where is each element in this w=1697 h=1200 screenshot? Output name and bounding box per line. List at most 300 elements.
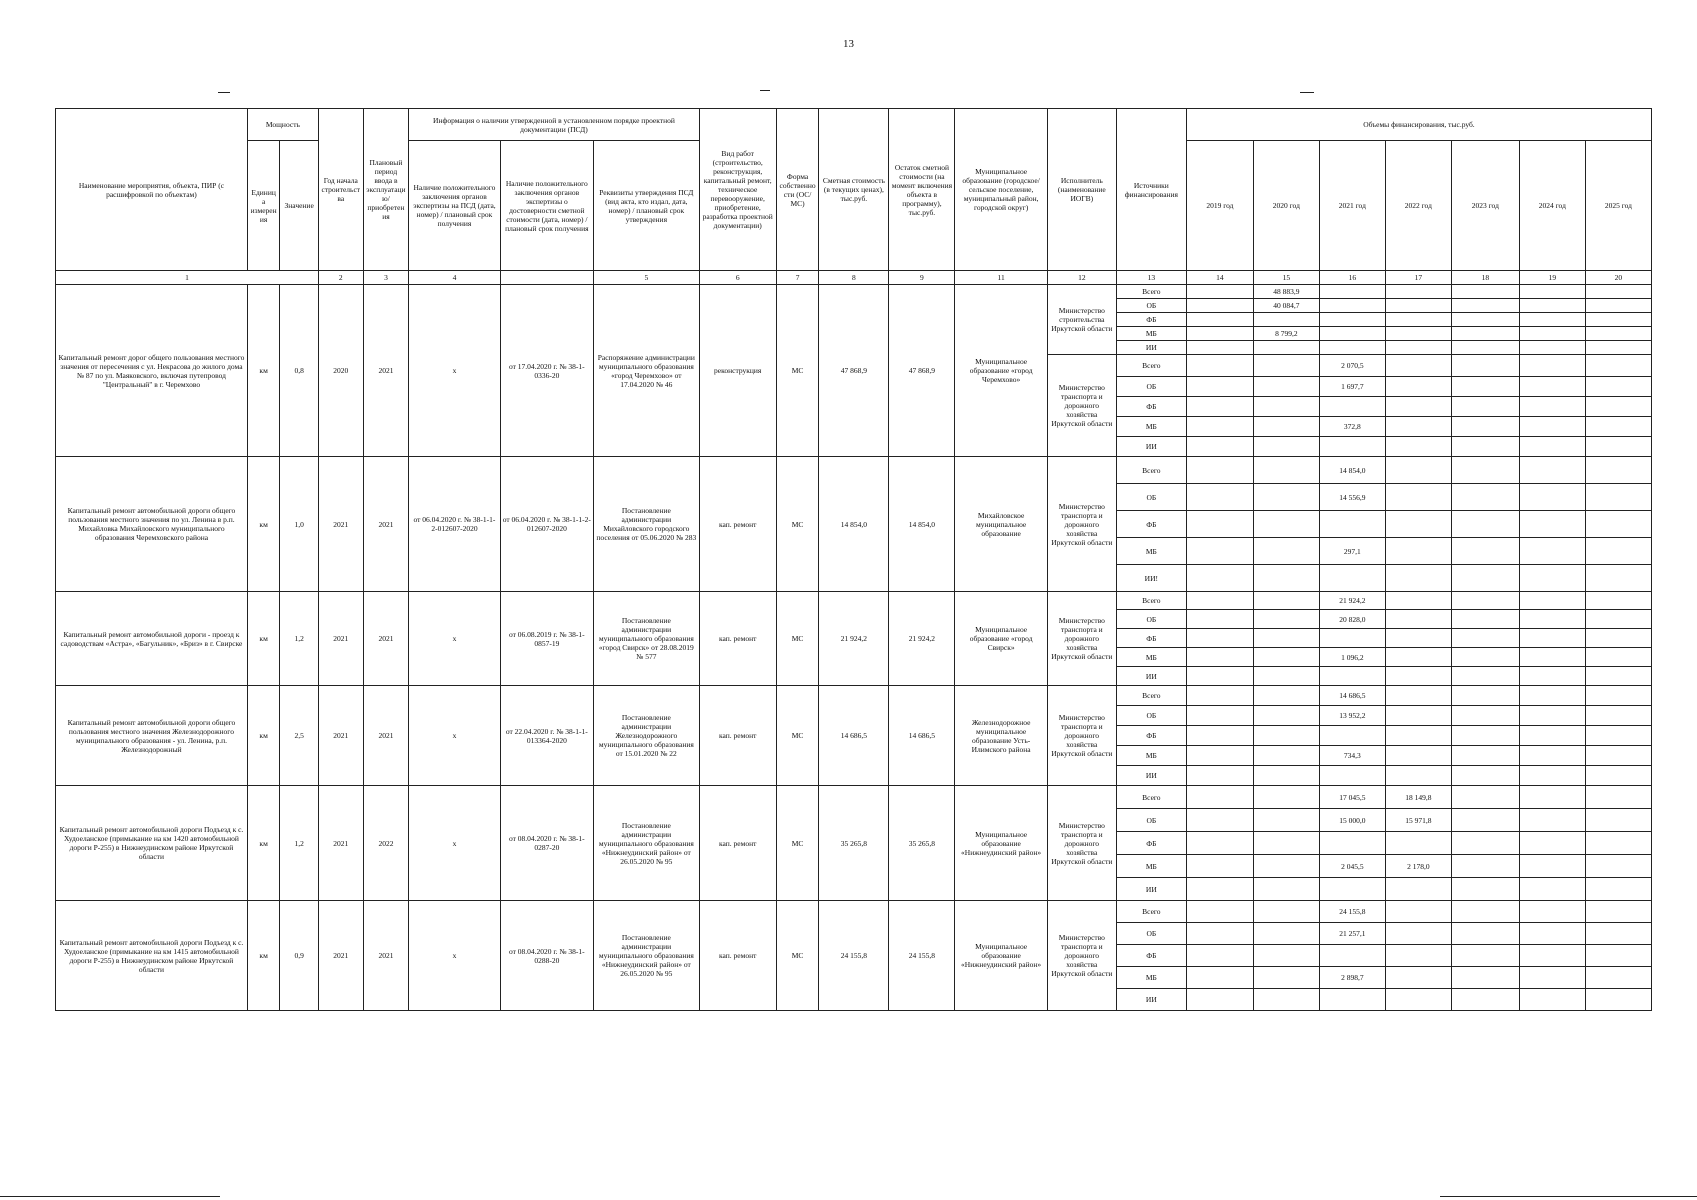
funding-value-cell <box>1253 629 1319 648</box>
executor-cell: Министерство транспорта и дорожного хозяйства Иркутской области <box>1047 686 1116 786</box>
funding-value-cell <box>1519 878 1585 901</box>
work-type-cell: кап. ремонт <box>699 457 776 592</box>
funding-source-cell: ИИ <box>1116 878 1186 901</box>
header-remaining-cost: Остаток сметной стоимости (на момент включения объекта в программу), тыс.руб. <box>889 109 955 271</box>
funding-value-cell <box>1585 538 1651 565</box>
funding-source-cell: ФБ <box>1116 313 1186 327</box>
funding-value-cell <box>1253 313 1319 327</box>
funding-value-cell <box>1451 377 1519 397</box>
funding-value-cell <box>1253 648 1319 667</box>
funding-value-cell <box>1253 686 1319 706</box>
column-number: 7 <box>776 271 819 285</box>
funding-value-cell <box>1519 786 1585 809</box>
funding-value-cell <box>1186 686 1253 706</box>
funding-value-cell <box>1319 565 1385 592</box>
funding-source-cell: ОБ <box>1116 610 1186 629</box>
funding-value-cell <box>1186 327 1253 341</box>
funding-value-cell <box>1319 878 1385 901</box>
funding-value-cell: 17 045,5 <box>1319 786 1385 809</box>
funding-value-cell <box>1519 667 1585 686</box>
object-row <box>56 686 1652 706</box>
funding-value-cell <box>1319 511 1385 538</box>
executor-cell: Министерство транспорта и дорожного хозяйства Иркутской области <box>1047 901 1116 1011</box>
work-type-cell: кап. ремонт <box>699 786 776 901</box>
expertise-cost-cell: от 08.04.2020 г. № 38-1-0287-20 <box>500 786 593 901</box>
column-number-row <box>56 271 1652 285</box>
funding-value-cell <box>1385 832 1451 855</box>
funding-value-cell <box>1186 832 1253 855</box>
funding-source-cell: ОБ <box>1116 377 1186 397</box>
funding-value-cell <box>1585 377 1651 397</box>
header-funding-volume: Объемы финансирования, тыс.руб. <box>1186 109 1651 141</box>
funding-value-cell <box>1385 945 1451 967</box>
object-name: Капитальный ремонт автомобильной дороги общего пользования местного значения по ул. Ленина в р.п. Михайловка Михайловского муниципального образования Черемховского района <box>56 457 248 592</box>
funding-value-cell <box>1519 299 1585 313</box>
work-type-cell: кап. ремонт <box>699 901 776 1011</box>
funding-source-cell: Всего <box>1116 457 1186 484</box>
funding-value-cell <box>1451 397 1519 417</box>
funding-value-cell <box>1519 726 1585 746</box>
funding-value-cell <box>1585 341 1651 355</box>
object-name: Капитальный ремонт автомобильной дороги Подъезд к с. Худоеланское (примыкание на км 1420 автомобильной дороги Р-255) в Нижнеудинском районе Иркутской области <box>56 786 248 901</box>
funding-source-cell: ОБ <box>1116 299 1186 313</box>
funding-value-cell: 1 697,7 <box>1319 377 1385 397</box>
funding-source-cell: МБ <box>1116 327 1186 341</box>
funding-value-cell <box>1186 484 1253 511</box>
object-name: Капитальный ремонт автомобильной дороги Подъезд к с. Худоеланское (примыкание на км 1415 автомобильной дороги Р-255) в Нижнеудинском районе Иркутской области <box>56 901 248 1011</box>
unit-cell: км <box>247 285 279 457</box>
funding-value-cell: 15 000,0 <box>1319 809 1385 832</box>
funding-value-cell <box>1519 313 1585 327</box>
value-cell: 0,9 <box>280 901 319 1011</box>
funding-value-cell <box>1451 945 1519 967</box>
funding-value-cell <box>1519 484 1585 511</box>
funding-value-cell <box>1253 417 1319 437</box>
funding-value-cell <box>1253 746 1319 766</box>
funding-value-cell <box>1253 397 1319 417</box>
estimated-cost-cell: 35 265,8 <box>819 786 889 901</box>
scan-mark <box>760 90 770 91</box>
funding-value-cell <box>1585 667 1651 686</box>
header-name: Наименование мероприятия, объекта, ПИР (с расшифровкой по объектам) <box>56 109 248 271</box>
header-funding-sources: Источники финансирования <box>1116 109 1186 271</box>
planned-period-cell: 2021 <box>363 686 409 786</box>
funding-value-cell: 40 084,7 <box>1253 299 1319 313</box>
funding-value-cell <box>1186 377 1253 397</box>
expertise-cost-cell: от 06.08.2019 г. № 38-1-0857-19 <box>500 592 593 686</box>
funding-value-cell <box>1385 327 1451 341</box>
planned-period-cell: 2021 <box>363 901 409 1011</box>
funding-value-cell <box>1253 592 1319 610</box>
executor-cell: Министерство транспорта и дорожного хозяйства Иркутской области <box>1047 355 1116 457</box>
object-row <box>56 457 1652 484</box>
executor-cell: Министерство транспорта и дорожного хозяйства Иркутской области <box>1047 786 1116 901</box>
funding-source-cell: ФБ <box>1116 629 1186 648</box>
funding-value-cell <box>1585 484 1651 511</box>
column-number: 16 <box>1319 271 1385 285</box>
funding-value-cell <box>1186 538 1253 565</box>
funding-value-cell <box>1186 923 1253 945</box>
executor-cell: Министерство транспорта и дорожного хозяйства Иркутской области <box>1047 592 1116 686</box>
funding-value-cell <box>1451 855 1519 878</box>
funding-value-cell <box>1186 855 1253 878</box>
ownership-cell: МС <box>776 592 819 686</box>
funding-value-cell <box>1451 686 1519 706</box>
scan-mark <box>0 1196 220 1197</box>
funding-value-cell <box>1451 967 1519 989</box>
start-year-cell: 2021 <box>318 686 363 786</box>
scan-mark <box>1440 1196 1697 1197</box>
funding-value-cell <box>1451 901 1519 923</box>
header-year: 2020 год <box>1253 141 1319 271</box>
funding-value-cell <box>1319 341 1385 355</box>
funding-source-cell: МБ <box>1116 648 1186 667</box>
funding-value-cell <box>1585 437 1651 457</box>
funding-value-cell <box>1585 511 1651 538</box>
funding-value-cell <box>1519 967 1585 989</box>
column-number: 15 <box>1253 271 1319 285</box>
funding-value-cell <box>1385 667 1451 686</box>
table-header <box>56 109 1652 285</box>
header-work-type: Вид работ (строительство, реконструкция, капитальный ремонт, техническое перевооружение, приобретение, разработка проектной документации) <box>699 109 776 271</box>
header-psd-info: Информация о наличии утвержденной в установленном порядке проектной документации (ПСД) <box>409 109 699 141</box>
executor-cell: Министерство строительства Иркутской области <box>1047 285 1116 355</box>
ownership-cell: МС <box>776 457 819 592</box>
funding-value-cell: 24 155,8 <box>1319 901 1385 923</box>
funding-source-cell: Всего <box>1116 355 1186 377</box>
funding-value-cell <box>1385 901 1451 923</box>
funding-value-cell <box>1585 327 1651 341</box>
funding-value-cell <box>1253 809 1319 832</box>
object-name: Капитальный ремонт дорог общего пользования местного значения от пересечения с ул. Некрасова до жилого дома № 87 по ул. Маяковского, включая путепровод "Центральный" в г. Черемхово <box>56 285 248 457</box>
column-number: 1 <box>56 271 319 285</box>
funding-value-cell <box>1319 397 1385 417</box>
funding-source-cell: Всего <box>1116 285 1186 299</box>
funding-source-cell: ИИ <box>1116 667 1186 686</box>
funding-value-cell <box>1253 878 1319 901</box>
funding-value-cell <box>1253 667 1319 686</box>
municipality-cell: Муниципальное образование «Нижнеудинский район» <box>955 901 1047 1011</box>
header-year: 2025 год <box>1585 141 1651 271</box>
funding-source-cell: ОБ <box>1116 809 1186 832</box>
funding-source-cell: ФБ <box>1116 397 1186 417</box>
funding-value-cell <box>1186 945 1253 967</box>
header-value: Значение <box>280 141 319 271</box>
value-cell: 1,2 <box>280 786 319 901</box>
funding-value-cell: 8 799,2 <box>1253 327 1319 341</box>
column-number: 5 <box>594 271 700 285</box>
funding-value-cell <box>1186 809 1253 832</box>
funding-value-cell <box>1319 766 1385 786</box>
funding-value-cell <box>1253 377 1319 397</box>
funding-value-cell <box>1385 923 1451 945</box>
planned-period-cell: 2022 <box>363 786 409 901</box>
funding-value-cell <box>1585 989 1651 1011</box>
column-number: 9 <box>889 271 955 285</box>
funding-value-cell <box>1385 629 1451 648</box>
funding-value-cell <box>1186 313 1253 327</box>
funding-value-cell <box>1186 565 1253 592</box>
expertise-cost-cell: от 06.04.2020 г. № 38-1-1-2-012607-2020 <box>500 457 593 592</box>
funding-value-cell: 18 149,8 <box>1385 786 1451 809</box>
value-cell: 0,8 <box>280 285 319 457</box>
funding-value-cell <box>1186 592 1253 610</box>
page-number: 13 <box>843 38 854 50</box>
work-type-cell: кап. ремонт <box>699 592 776 686</box>
estimated-cost-cell: 24 155,8 <box>819 901 889 1011</box>
funding-value-cell <box>1451 648 1519 667</box>
funding-value-cell <box>1186 989 1253 1011</box>
funding-value-cell <box>1451 417 1519 437</box>
funding-value-cell <box>1253 945 1319 967</box>
ownership-cell: МС <box>776 901 819 1011</box>
funding-value-cell <box>1585 313 1651 327</box>
funding-value-cell <box>1385 417 1451 437</box>
funding-value-cell <box>1319 299 1385 313</box>
ownership-cell: МС <box>776 285 819 457</box>
funding-value-cell <box>1519 945 1585 967</box>
column-number: 13 <box>1116 271 1186 285</box>
funding-value-cell <box>1451 457 1519 484</box>
funding-value-cell <box>1385 285 1451 299</box>
start-year-cell: 2021 <box>318 457 363 592</box>
funding-value-cell <box>1451 285 1519 299</box>
funding-source-cell: МБ <box>1116 538 1186 565</box>
expertise-psd-cell: х <box>409 592 500 686</box>
funding-source-cell: ИИ <box>1116 766 1186 786</box>
column-number <box>500 271 593 285</box>
header-executor: Исполнитель (наименование ИОГВ) <box>1047 109 1116 271</box>
funding-source-cell: Всего <box>1116 901 1186 923</box>
expertise-cost-cell: от 08.04.2020 г. № 38-1-0288-20 <box>500 901 593 1011</box>
funding-value-cell <box>1451 565 1519 592</box>
funding-value-cell <box>1186 901 1253 923</box>
column-number: 11 <box>955 271 1047 285</box>
funding-value-cell <box>1385 648 1451 667</box>
expertise-cost-cell: от 17.04.2020 г. № 38-1-0336-20 <box>500 285 593 457</box>
work-type-cell: кап. ремонт <box>699 686 776 786</box>
funding-value-cell <box>1385 484 1451 511</box>
funding-value-cell <box>1585 832 1651 855</box>
psd-approval-cell: Постановление администрации муниципального образования «Нижнеудинский район» от 26.05.2020 № 95 <box>594 901 700 1011</box>
funding-value-cell <box>1519 766 1585 786</box>
column-number: 14 <box>1186 271 1253 285</box>
funding-value-cell <box>1585 648 1651 667</box>
funding-value-cell <box>1253 832 1319 855</box>
funding-value-cell: 15 971,8 <box>1385 809 1451 832</box>
funding-value-cell <box>1451 726 1519 746</box>
funding-source-cell: ФБ <box>1116 832 1186 855</box>
funding-value-cell <box>1451 706 1519 726</box>
funding-value-cell <box>1186 285 1253 299</box>
header-capacity: Мощность <box>247 109 318 141</box>
column-number: 2 <box>318 271 363 285</box>
funding-value-cell: 372,8 <box>1319 417 1385 437</box>
funding-value-cell: 1 096,2 <box>1319 648 1385 667</box>
funding-value-cell <box>1451 437 1519 457</box>
funding-value-cell <box>1519 989 1585 1011</box>
funding-value-cell <box>1519 355 1585 377</box>
funding-value-cell <box>1585 901 1651 923</box>
funding-value-cell <box>1253 923 1319 945</box>
funding-value-cell <box>1585 746 1651 766</box>
funding-value-cell <box>1451 610 1519 629</box>
funding-value-cell <box>1519 706 1585 726</box>
header-year: 2022 год <box>1385 141 1451 271</box>
funding-value-cell <box>1385 726 1451 746</box>
funding-value-cell: 20 828,0 <box>1319 610 1385 629</box>
start-year-cell: 2021 <box>318 901 363 1011</box>
funding-value-cell <box>1186 786 1253 809</box>
funding-value-cell <box>1519 855 1585 878</box>
remaining-cost-cell: 21 924,2 <box>889 592 955 686</box>
funding-source-cell: ФБ <box>1116 945 1186 967</box>
municipality-cell: Железнодорожное муниципальное образование Усть-Илимского района <box>955 686 1047 786</box>
start-year-cell: 2021 <box>318 592 363 686</box>
funding-value-cell <box>1253 766 1319 786</box>
funding-value-cell <box>1186 648 1253 667</box>
funding-source-cell: Всего <box>1116 786 1186 809</box>
funding-source-cell: ОБ <box>1116 923 1186 945</box>
unit-cell: км <box>247 786 279 901</box>
funding-value-cell <box>1451 989 1519 1011</box>
funding-source-cell: ИИ <box>1116 989 1186 1011</box>
unit-cell: км <box>247 686 279 786</box>
funding-value-cell <box>1519 648 1585 667</box>
funding-value-cell <box>1585 457 1651 484</box>
funding-value-cell <box>1186 746 1253 766</box>
object-name: Капитальный ремонт автомобильной дороги общего пользования местного значения Железнодорожного муниципального образования - ул. Ленина, р.п. Железнодорожный <box>56 686 248 786</box>
header-municipality: Муниципальное образование (городское/сельское поселение, муниципальный район, городской округ) <box>955 109 1047 271</box>
funding-source-cell: МБ <box>1116 746 1186 766</box>
funding-value-cell <box>1253 457 1319 484</box>
municipality-cell: Муниципальное образование «город Черемхово» <box>955 285 1047 457</box>
funding-value-cell <box>1519 565 1585 592</box>
expertise-psd-cell: х <box>409 285 500 457</box>
funding-value-cell <box>1385 457 1451 484</box>
municipality-cell: Муниципальное образование «Нижнеудинский район» <box>955 786 1047 901</box>
funding-value-cell <box>1585 355 1651 377</box>
funding-value-cell <box>1519 341 1585 355</box>
expertise-psd-cell: х <box>409 901 500 1011</box>
header-psd-approval: Реквизиты утверждения ПСД (вид акта, кто издал, дата, номер) / плановый срок утверждения <box>594 141 700 271</box>
header-year: 2023 год <box>1451 141 1519 271</box>
funding-value-cell <box>1585 592 1651 610</box>
funding-value-cell <box>1253 484 1319 511</box>
header-estimated-cost: Сметная стоимость (в текущих ценах), тыс.руб. <box>819 109 889 271</box>
funding-value-cell: 21 257,1 <box>1319 923 1385 945</box>
funding-value-cell <box>1253 341 1319 355</box>
funding-value-cell <box>1451 299 1519 313</box>
remaining-cost-cell: 24 155,8 <box>889 901 955 1011</box>
start-year-cell: 2021 <box>318 786 363 901</box>
funding-value-cell <box>1385 706 1451 726</box>
funding-value-cell <box>1585 397 1651 417</box>
funding-value-cell: 297,1 <box>1319 538 1385 565</box>
planned-period-cell: 2021 <box>363 592 409 686</box>
planned-period-cell: 2021 <box>363 457 409 592</box>
funding-value-cell: 2 898,7 <box>1319 967 1385 989</box>
funding-value-cell <box>1451 538 1519 565</box>
funding-value-cell <box>1585 967 1651 989</box>
funding-value-cell <box>1451 313 1519 327</box>
funding-value-cell <box>1519 809 1585 832</box>
funding-source-cell: ФБ <box>1116 511 1186 538</box>
funding-source-cell: ОБ <box>1116 706 1186 726</box>
funding-value-cell <box>1186 610 1253 629</box>
funding-value-cell <box>1385 313 1451 327</box>
funding-value-cell <box>1385 511 1451 538</box>
funding-value-cell <box>1253 967 1319 989</box>
psd-approval-cell: Распоряжение администрации муниципального образования «город Черемхово» от 17.04.2020 № 46 <box>594 285 700 457</box>
funding-value-cell <box>1451 484 1519 511</box>
funding-value-cell <box>1519 629 1585 648</box>
funding-value-cell <box>1319 989 1385 1011</box>
value-cell: 1,2 <box>280 592 319 686</box>
funding-value-cell <box>1253 855 1319 878</box>
funding-value-cell <box>1585 766 1651 786</box>
funding-value-cell <box>1186 397 1253 417</box>
funding-value-cell <box>1186 511 1253 538</box>
expertise-cost-cell: от 22.04.2020 г. № 38-1-1-013364-2020 <box>500 686 593 786</box>
funding-value-cell <box>1451 355 1519 377</box>
funding-value-cell: 48 883,9 <box>1253 285 1319 299</box>
funding-value-cell <box>1519 592 1585 610</box>
remaining-cost-cell: 14 686,5 <box>889 686 955 786</box>
funding-value-cell <box>1186 457 1253 484</box>
header-year: 2021 год <box>1319 141 1385 271</box>
value-cell: 1,0 <box>280 457 319 592</box>
remaining-cost-cell: 14 854,0 <box>889 457 955 592</box>
funding-value-cell: 21 924,2 <box>1319 592 1385 610</box>
column-number: 20 <box>1585 271 1651 285</box>
psd-approval-cell: Постановление администрации Железнодорожного муниципального образования от 15.01.2020 № 22 <box>594 686 700 786</box>
funding-value-cell <box>1319 437 1385 457</box>
estimated-cost-cell: 21 924,2 <box>819 592 889 686</box>
funding-value-cell <box>1451 629 1519 648</box>
funding-value-cell <box>1186 437 1253 457</box>
work-type-cell: реконструкция <box>699 285 776 457</box>
object-row <box>56 285 1652 299</box>
funding-value-cell <box>1451 667 1519 686</box>
funding-value-cell <box>1385 610 1451 629</box>
header-planned-period: Плановый период ввода в эксплуатацию/приобретения <box>363 109 409 271</box>
column-number: 19 <box>1519 271 1585 285</box>
funding-value-cell <box>1253 726 1319 746</box>
header-expertise-cost: Наличие положительного заключения органов экспертизы о достоверности сметной стоимости (дата, номер) / плановый срок получения <box>500 141 593 271</box>
scan-mark <box>218 92 230 93</box>
funding-value-cell <box>1451 766 1519 786</box>
funding-value-cell <box>1186 726 1253 746</box>
estimated-cost-cell: 47 868,9 <box>819 285 889 457</box>
funding-value-cell <box>1253 538 1319 565</box>
funding-value-cell <box>1186 878 1253 901</box>
psd-approval-cell: Постановление администрации Михайловского городского поселения от 05.06.2020 № 283 <box>594 457 700 592</box>
ownership-cell: МС <box>776 686 819 786</box>
funding-source-cell: ИИ <box>1116 341 1186 355</box>
object-row <box>56 901 1652 923</box>
funding-value-cell <box>1519 923 1585 945</box>
funding-value-cell <box>1385 766 1451 786</box>
header-ownership: Форма собственности (ОС/МС) <box>776 109 819 271</box>
remaining-cost-cell: 47 868,9 <box>889 285 955 457</box>
funding-value-cell <box>1385 299 1451 313</box>
header-expertise-psd: Наличие положительного заключения органов экспертизы на ПСД (дата, номер) / плановый срок получения <box>409 141 500 271</box>
executor-cell: Министерство транспорта и дорожного хозяйства Иркутской области <box>1047 457 1116 592</box>
funding-value-cell <box>1319 285 1385 299</box>
column-number: 17 <box>1385 271 1451 285</box>
funding-value-cell <box>1319 629 1385 648</box>
